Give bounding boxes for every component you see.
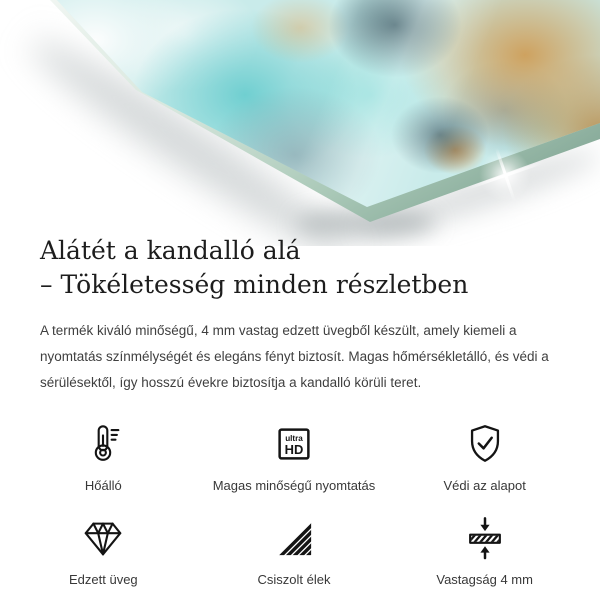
product-description: A termék kiváló minőségű, 4 mm vastag edzett üvegből készült, amely kiemeli a nyomtatás színmélységét és elegáns fényt biztosít. Magas hőmérsékletálló, és védi a sérülésektől, így hosszú évekre biztosítja a kandalló körüli teret. [40, 323, 549, 390]
features-grid [0, 421, 600, 587]
page-title-line2: – Tökéletesség minden részletben [40, 270, 469, 299]
feature-polished-edges [199, 515, 390, 587]
feature-thickness-4mm [389, 515, 580, 587]
page-title-line1: Alátét a kandalló alá [40, 236, 301, 265]
ultra-hd-badge-bottom: HD [284, 442, 304, 458]
feature-protects-base [389, 421, 580, 493]
thermometer-icon [80, 421, 126, 467]
diamond-icon [80, 515, 126, 561]
page-title [40, 234, 560, 302]
feature-label: Hőálló [84, 478, 122, 493]
feature-label: Magas minőségű nyomtatás [212, 478, 376, 493]
feature-tempered-glass [8, 515, 199, 587]
ultra-hd-icon [271, 421, 317, 467]
shield-check-icon [462, 421, 508, 467]
feature-label: Vastagság 4 mm [436, 572, 533, 587]
thickness-4mm-icon [462, 515, 508, 561]
feature-print-quality [199, 421, 390, 493]
feature-label: Csiszolt élek [257, 572, 331, 587]
feature-label: Edzett üveg [69, 572, 138, 587]
polished-edges-icon [271, 515, 317, 561]
hero-product-photo [0, 0, 600, 246]
feature-label: Védi az alapot [443, 478, 526, 493]
ultra-hd-badge-top: ultra [285, 434, 303, 444]
feature-heat-resistant [8, 421, 199, 493]
